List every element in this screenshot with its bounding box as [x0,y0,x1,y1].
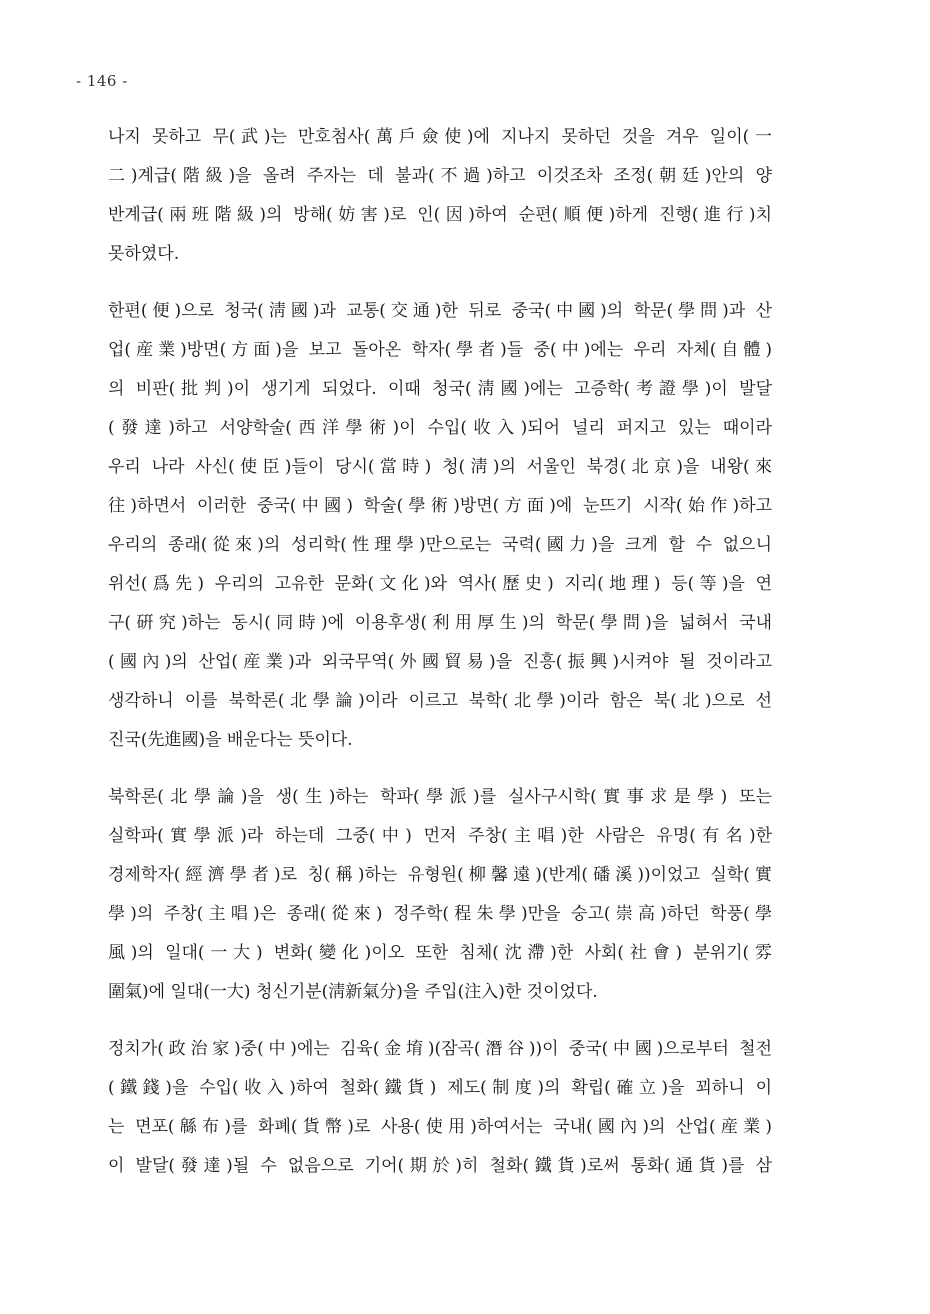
text-line: 우리 나라 사신(使臣)들이 당시(當時) 청(淸)의 서울인 북경(北京)을 내왕(來 [108,457,772,477]
paragraph [108,118,772,274]
text-line: 圍氣)에 일대(一大) 청신기분(淸新氣分)을 주입(注入)한 것이었다. [108,982,598,1002]
text-line: 위선(爲先) 우리의 고유한 문화(文化)와 역사(歷史) 지리(地理) 등(等)을 연 [108,574,772,594]
text-line: (鐵錢)을 수입(收入)하여 철화(鐵貨) 제도(制度)의 확립(確立)을 꾀하니 이 [108,1078,772,1098]
text-line: 생각하니 이를 북학론(北學論)이라 이르고 북학(北學)이라 함은 북(北)으로 선 [108,691,772,711]
text-line: 업(産業)방면(方面)을 보고 돌아온 학자(學者)들 중(中)에는 우리 자체(自體) [108,340,772,360]
paragraph [108,778,772,1012]
text-line: 二)계급(階級)을 올려 주자는 데 불과(不過)하고 이것조차 조정(朝廷)안의 양 [108,166,772,186]
text-line: 學)의 주창(主唱)은 종래(從來) 정주학(程朱學)만을 숭고(崇高)하던 학풍(學 [108,904,772,924]
text-line: 못하였다. [108,244,180,264]
text-line: (國內)의 산업(産業)과 외국무역(外國貿易)을 진흥(振興)시켜야 될 것이라고 [108,652,772,672]
text-line: 실학파(實學派)라 하는데 그중(中) 먼저 주창(主唱)한 사람은 유명(有名)한 [108,826,772,846]
text-line: 정치가(政治家)중(中)에는 김육(金堉)(잠곡(潛谷))이 중국(中國)으로부터 철전 [108,1039,772,1059]
text-line: 는 면포(緜布)를 화폐(貨幣)로 사용(使用)하여서는 국내(國內)의 산업(産業) [108,1117,772,1137]
text-line: 우리의 종래(從來)의 성리학(性理學)만으로는 국력(國力)을 크게 할 수 없으니 [108,535,772,555]
page-number: - 146 - [76,72,128,90]
text-line: 나지 못하고 무(武)는 만호첨사(萬戶僉使)에 지나지 못하던 것을 겨우 일이(一 [108,127,772,147]
text-line: (發達)하고 서양학술(西洋學術)이 수입(收入)되어 널리 퍼지고 있는 때이라 [108,418,772,438]
text-line: 의 비판(批判)이 생기게 되었다. 이때 청국(淸國)에는 고증학(考證學)이 발달 [108,379,772,399]
text-line: 往)하면서 이러한 중국(中國) 학술(學術)방면(方面)에 눈뜨기 시작(始作)하고 [108,496,772,516]
paragraph [108,292,772,760]
text-line: 진국(先進國)을 배운다는 뜻이다. [108,730,353,750]
text-line: 반계급(兩班階級)의 방해(妨害)로 인(因)하여 순편(順便)하게 진행(進行)치 [108,205,772,225]
text-line: 이 발달(發達)될 수 없음으로 기어(期於)히 철화(鐵貨)로써 통화(通貨)를 삼 [108,1156,772,1176]
text-line: 경제학자(經濟學者)로 칭(稱)하는 유형원(柳馨遠)(반계(磻溪))이었고 실학(實 [108,865,772,885]
paragraph [108,1030,772,1186]
body-text [108,118,772,1186]
text-line: 북학론(北學論)을 생(生)하는 학파(學派)를 실사구시학(實事求是學) 또는 [108,787,772,807]
text-line: 風)의 일대(一大) 변화(變化)이오 또한 침체(沈滯)한 사회(社會) 분위기(雰 [108,943,772,963]
text-line: 구(硏究)하는 동시(同時)에 이용후생(利用厚生)의 학문(學問)을 넓혀서 국내 [108,613,772,633]
text-line: 한편(便)으로 청국(淸國)과 교통(交通)한 뒤로 중국(中國)의 학문(學問)과 산 [108,301,772,321]
